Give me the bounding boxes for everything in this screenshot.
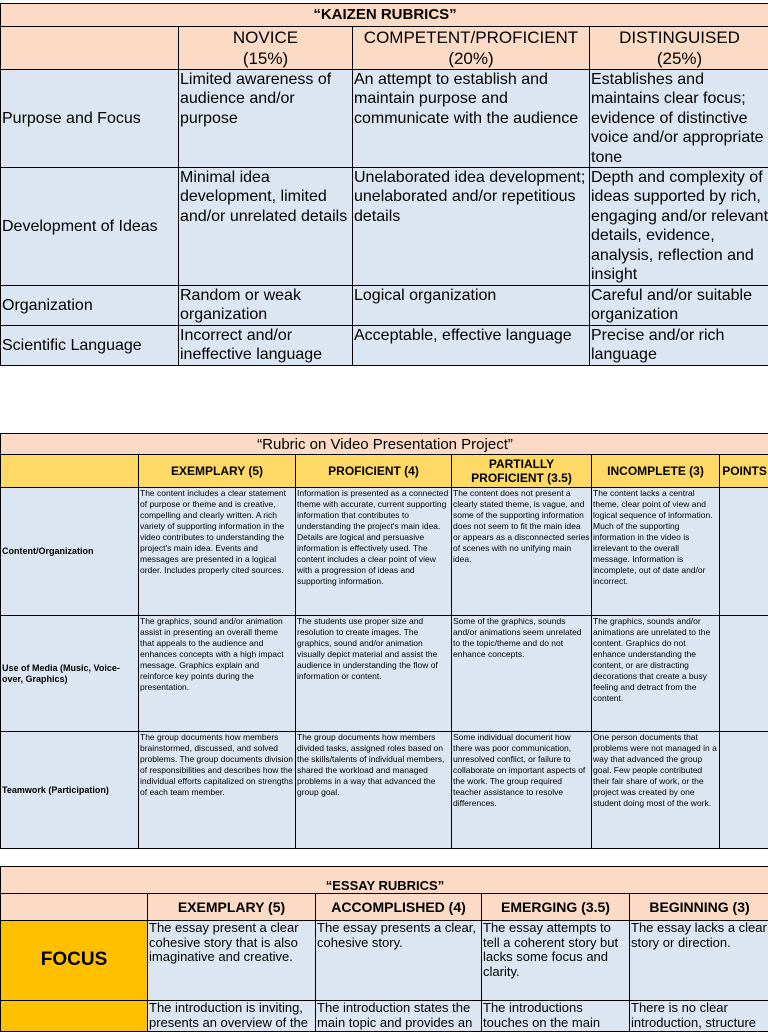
video-criterion: Content/Organization <box>1 488 139 616</box>
kaizen-cell: Depth and complexity of ideas supported by rich, engaging and/or relevant details, evidence, analysis, reflection and insight <box>590 168 768 286</box>
essay-title: “ESSAY RUBRICS” <box>1 867 768 894</box>
video-rubric-table <box>0 433 768 849</box>
video-points-cell <box>720 616 768 732</box>
video-cell: Some individual document how there was poor communication, unresolved conflict, or failure to collaborate on important aspects of the work. The group required teacher assistance to resolve differences. <box>452 732 592 849</box>
essay-cell: The introduction states the main topic and provides an <box>316 1001 482 1032</box>
video-criterion: Use of Media (Music, Voice-over, Graphics) <box>1 616 139 732</box>
essay-header-beginning: BEGINNING (3) <box>630 894 768 921</box>
video-cell: The graphics, sound and/or animation assist in presenting an overall theme that appeals to the audience and enhances concepts with a high impact message. Graphics explain and reinforce key points during the presentation. <box>139 616 296 732</box>
kaizen-cell: Careful and/or suitable organization <box>590 286 768 326</box>
video-cell: The students use proper size and resolution to create images. The graphics, sound and/or animation visually depict material and assist the audience in understanding the flow of information or content. <box>296 616 452 732</box>
video-cell: The content includes a clear statement of purpose or theme and is creative, compelling and clearly written. A rich variety of supporting information in the video contributes to understanding the project's main idea. Events and messages are presented in a logical order. Includes properly cited sources. <box>139 488 296 616</box>
kaizen-cell: Logical organization <box>353 286 590 326</box>
essay-cell: The essay present a clear cohesive story that is also imaginative and creative. <box>148 921 316 1001</box>
video-header-exemplary: EXEMPLARY (5) <box>139 455 296 488</box>
kaizen-header-competent: COMPETENT/PROFICIENT (20%) <box>353 27 590 70</box>
video-header-points: POINTS <box>720 455 768 488</box>
video-cell: Some of the graphics, sounds and/or animations seem unrelated to the topic/theme and do not enhance concepts. <box>452 616 592 732</box>
video-header-blank <box>1 455 139 488</box>
kaizen-rubric-table <box>0 3 768 366</box>
essay-header-accomplished: ACCOMPLISHED (4) <box>316 894 482 921</box>
essay-cell: The essay presents a clear, cohesive story. <box>316 921 482 1001</box>
essay-rubric-table <box>0 866 768 1032</box>
essay-header-emerging: EMERGING (3.5) <box>482 894 630 921</box>
video-cell: The content lacks a central theme, clear point of view and logical sequence of information. Much of the supporting information in the video is irrelevant to the overall message. Information is incomplete, out of date and/or incorrect. <box>592 488 720 616</box>
essay-criterion <box>1 1001 148 1032</box>
kaizen-cell: Acceptable, effective language <box>353 325 590 365</box>
essay-cell: The introductions touches on the main <box>482 1001 630 1032</box>
video-header-incomplete: INCOMPLETE (3) <box>592 455 720 488</box>
essay-header-blank <box>1 894 148 921</box>
video-criterion: Teamwork (Participation) <box>1 732 139 849</box>
kaizen-criterion: Organization <box>1 286 179 326</box>
essay-cell: The essay attempts to tell a coherent story but lacks some focus and clarity. <box>482 921 630 1001</box>
video-header-partially-proficient: PARTIALLY PROFICIENT (3.5) <box>452 455 592 488</box>
kaizen-cell: Random or weak organization <box>179 286 353 326</box>
kaizen-cell: Establishes and maintains clear focus; evidence of distinctive voice and/or appropriate tone <box>590 70 768 168</box>
kaizen-cell: An attempt to establish and maintain purpose and communicate with the audience <box>353 70 590 168</box>
video-cell: The content does not present a clearly stated theme, is vague, and some of the supporting information does not seem to fit the main idea or appears as a disconnected series of scenes with no unifying main idea. <box>452 488 592 616</box>
video-cell: One person documents that problems were not managed in a way that advanced the group goal. Few people contributed their fair share of work, or the project was created by one student doing most of the work. <box>592 732 720 849</box>
video-cell: The group documents how members brainstormed, discussed, and solved problems. The group documents division of responsibilities and describes how the individual efforts capitalized on strengths of each team member. <box>139 732 296 849</box>
kaizen-title: “KAIZEN RUBRICS” <box>1 4 768 27</box>
video-cell: The group documents how members divided tasks, assigned roles based on the skills/talents of individual members, shared the workload and managed problems in a way that advanced the group goal. <box>296 732 452 849</box>
essay-cell: The essay lacks a clear story or direction. <box>630 921 768 1001</box>
essay-cell: There is no clear introduction, structure <box>630 1001 768 1032</box>
kaizen-criterion: Development of Ideas <box>1 168 179 286</box>
kaizen-cell: Limited awareness of audience and/or purpose <box>179 70 353 168</box>
essay-cell: The introduction is inviting, presents an overview of the <box>148 1001 316 1032</box>
kaizen-cell: Precise and/or rich language <box>590 325 768 365</box>
kaizen-header-blank <box>1 27 179 70</box>
video-points-cell <box>720 732 768 849</box>
kaizen-header-novice: NOVICE (15%) <box>179 27 353 70</box>
video-title: “Rubric on Video Presentation Project” <box>1 434 768 455</box>
kaizen-cell: Incorrect and/or ineffective language <box>179 325 353 365</box>
kaizen-cell: Minimal idea development, limited and/or unrelated details <box>179 168 353 286</box>
kaizen-criterion: Scientific Language <box>1 325 179 365</box>
video-cell: Information is presented as a connected theme with accurate, current supporting information that contributes to understanding the project's main idea. Details are logical and persuasive information is effectively used. The content includes a clear point of view with a progression of ideas and supporting information. <box>296 488 452 616</box>
kaizen-cell: Unelaborated idea development; unelaborated and/or repetitious details <box>353 168 590 286</box>
essay-header-exemplary: EXEMPLARY (5) <box>148 894 316 921</box>
kaizen-header-distinguished: DISTINGUISED (25%) <box>590 27 768 70</box>
kaizen-criterion: Purpose and Focus <box>1 70 179 168</box>
video-cell: The graphics, sounds and/or animations are unrelated to the content. Graphics do not enhance understanding the content, or are distracting decorations that create a busy feeling and detract from the content. <box>592 616 720 732</box>
video-header-proficient: PROFICIENT (4) <box>296 455 452 488</box>
essay-criterion: FOCUS <box>1 921 148 1001</box>
video-points-cell <box>720 488 768 616</box>
